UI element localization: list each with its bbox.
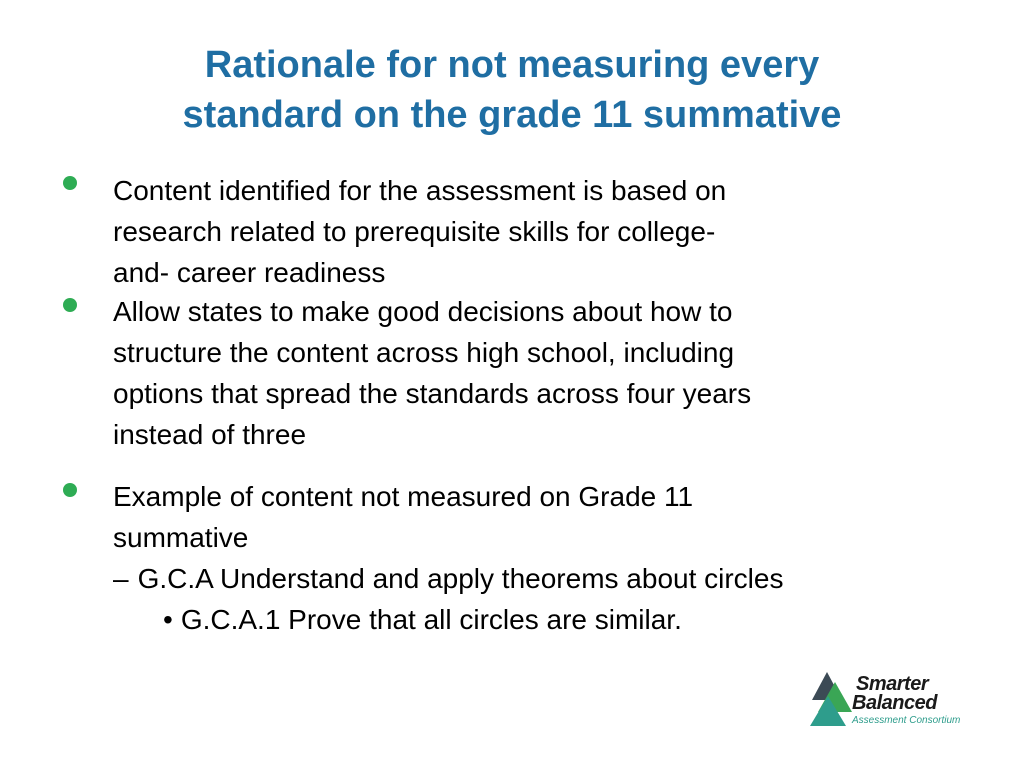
bullet-2-line-3: options that spread the standards across four years: [113, 378, 752, 409]
bullet-icon: [63, 483, 77, 497]
bullet-3-line-2: summative: [113, 522, 249, 553]
sub-bullet-item: [113, 558, 783, 599]
sub-sub-bullet-text: G.C.A.1 Prove that all circles are similar.: [180, 604, 682, 635]
bullet-3-line-1: Example of content not measured on Grade 11: [113, 481, 694, 512]
bullet-icon: [63, 176, 77, 190]
bullet-2-line-1: Allow states to make good decisions about how to: [113, 296, 733, 327]
sub-bullet-text: G.C.A Understand and apply theorems about circles: [137, 563, 784, 594]
bullet-icon: [63, 298, 77, 312]
bullet-1-line-2: research related to prerequisite skills for college-: [113, 216, 716, 247]
logo-word-balanced: Balanced: [852, 692, 937, 714]
logo-tagline: Assessment Consortium: [852, 715, 961, 726]
bullet-2-line-4: instead of three: [113, 419, 307, 450]
sub-sub-bullet-item: [163, 599, 682, 640]
bullet-1-line-3: and- career readiness: [113, 257, 386, 288]
dash-marker: –: [113, 563, 129, 594]
logo-word-smarter: Smarter: [856, 673, 929, 695]
bullet-text-2: [113, 291, 751, 455]
slide-title: [60, 40, 964, 140]
title-line-2: standard on the grade 11 summative: [182, 94, 842, 136]
bullet-1-line-1: Content identified for the assessment is based on: [113, 175, 727, 206]
title-line-1: Rationale for not measuring every: [204, 44, 820, 86]
bullet-text-3: [113, 476, 693, 558]
dot-marker: •: [163, 604, 173, 635]
logo-triangles-icon: [810, 670, 854, 726]
bullet-2-line-2: structure the content across high school, including: [113, 337, 735, 368]
bullet-text-1: [113, 170, 726, 293]
smarter-balanced-logo: [810, 670, 985, 732]
